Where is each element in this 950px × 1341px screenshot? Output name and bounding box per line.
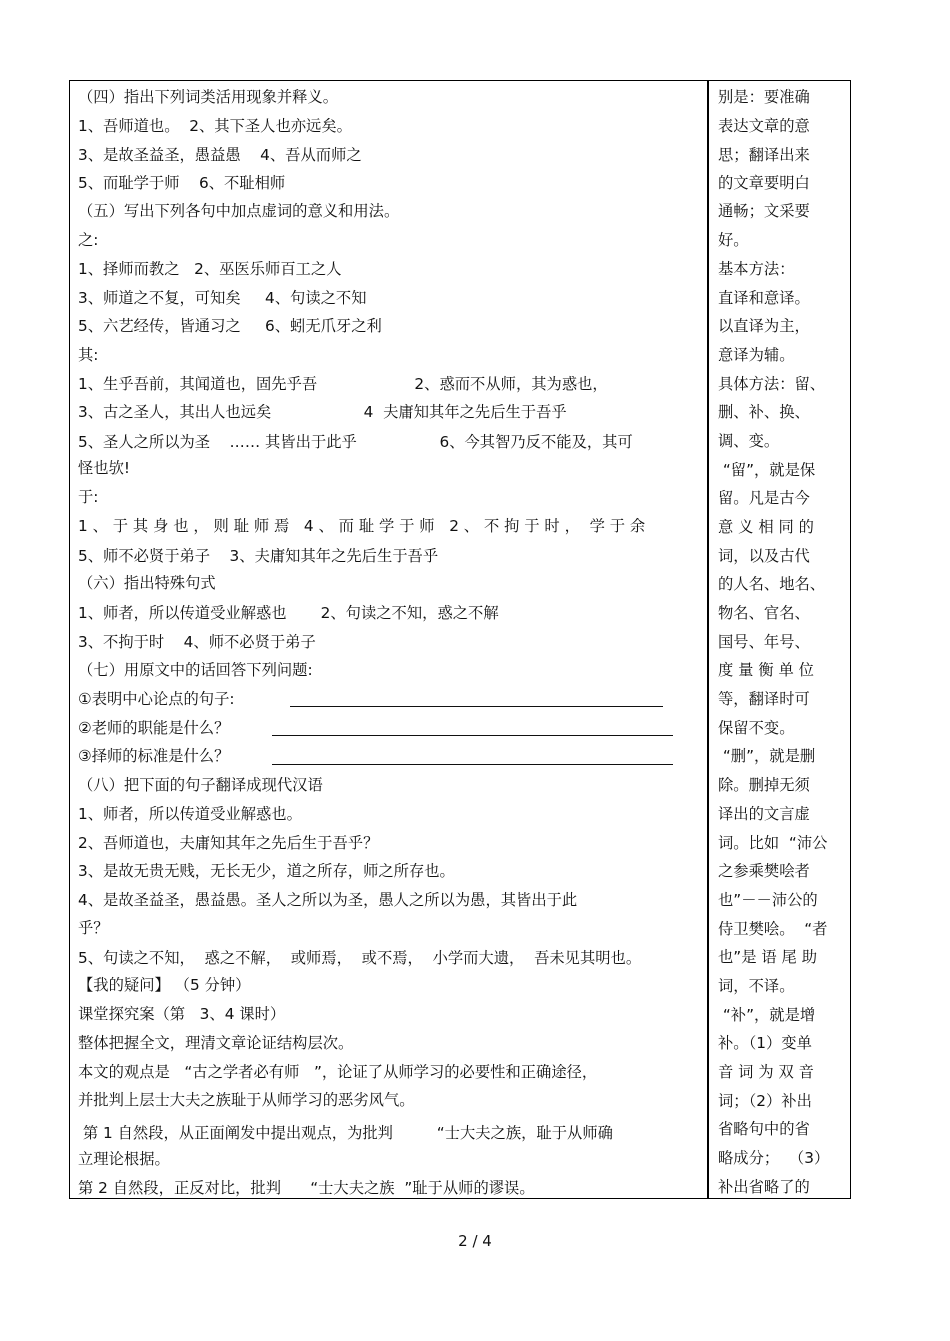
main-line: 课堂探究案（第 3、4 课时） — [78, 1005, 286, 1023]
main-line: 5、师不必贤于弟子 3、夫庸知其年之先后生于吾乎 — [78, 547, 439, 565]
side-line: 词。比如 “沛公 — [718, 834, 828, 852]
column-divider — [707, 80, 709, 1199]
main-line: （七）用原文中的话回答下列问题: — [78, 661, 313, 679]
side-line: 补。（1）变单 — [718, 1034, 812, 1052]
side-line: 也”是 语 尾 助 — [718, 948, 817, 966]
side-line: 删、补、换、 — [718, 403, 810, 421]
side-line: “留”，就是保 — [718, 461, 816, 479]
main-line: 3、不拘于时 4、师不必贤于弟子 — [78, 633, 316, 651]
side-line: 表达文章的意 — [718, 117, 810, 135]
main-line: （四）指出下列词类活用现象并释义。 — [78, 88, 339, 106]
side-line: 具体方法：留、 — [718, 375, 826, 393]
main-line: 3、是故圣益圣，愚益愚 4、吾从而师之 — [78, 146, 362, 164]
main-line: （五）写出下列各句中加点虚词的意义和用法。 — [78, 202, 400, 220]
main-line: 5、六艺经传，皆通习之 6、蚓无爪牙之利 — [78, 317, 382, 335]
side-line: 意译为辅。 — [718, 346, 795, 364]
main-line: 5、圣人之所以为圣 …… 其皆出于此乎 6、今其智乃反不能及，其可 — [78, 433, 633, 451]
side-line: 也”－－沛公的 — [718, 891, 818, 909]
main-line: 4、是故圣益圣，愚益愚。圣人之所以为圣，愚人之所以为愚，其皆出于此 — [78, 891, 578, 909]
main-line: 3、是故无贵无贱，无长无少，道之所存，师之所存也。 — [78, 862, 455, 880]
main-line: 于: — [78, 488, 99, 506]
side-line: 直译和意译。 — [718, 289, 810, 307]
main-line: 【我的疑问】 （5 分钟） — [78, 976, 251, 994]
main-line: 怪也欤! — [78, 459, 131, 477]
main-line: 之: — [78, 231, 99, 249]
main-line: 第 1 自然段，从正面阐发中提出观点，为批判 “士大夫之族，耻于从师确 — [78, 1124, 613, 1142]
side-line: 的人名、地名、 — [718, 575, 826, 593]
main-line: 乎？ — [78, 919, 109, 937]
side-line: 度 量 衡 单 位 — [718, 661, 814, 679]
side-line: 等，翻译时可 — [718, 690, 810, 708]
side-line: 以直译为主， — [718, 317, 810, 335]
side-line: “删”，就是删 — [718, 747, 816, 765]
main-line: 1、生乎吾前，其闻道也，固先乎吾 2、惑而不从师，其为惑也， — [78, 375, 608, 393]
main-line: 5、而耻学于师 6、不耻相师 — [78, 174, 286, 192]
side-line: 物名、官名、 — [718, 604, 810, 622]
side-line: 除。删掉无须 — [718, 776, 810, 794]
main-line: 立理论根据。 — [78, 1150, 170, 1168]
main-line: 1、师者，所以传道受业解惑也 2、句读之不知，惑之不解 — [78, 604, 499, 622]
main-line: 第 2 自然段，正反对比，批判 “士大夫之族 ”耻于从师的谬误。 — [78, 1179, 535, 1197]
side-line: 好。 — [718, 231, 749, 249]
main-line: ②老师的职能是什么？ — [78, 719, 230, 737]
side-line: 意 义 相 同 的 — [718, 518, 814, 536]
answer-blank-2[interactable] — [272, 735, 673, 736]
main-line: 1、择师而教之 2、巫医乐师百工之人 — [78, 260, 342, 278]
side-line: 音 词 为 双 音 — [718, 1063, 814, 1081]
main-line: 3、古之圣人，其出人也远矣 4 夫庸知其年之先后生于吾乎 — [78, 403, 567, 421]
main-line: 整体把握全文，理清文章论证结构层次。 — [78, 1034, 354, 1052]
side-line: 通畅；文采要 — [718, 202, 810, 220]
side-line: 保留不变。 — [718, 719, 795, 737]
side-line: 的文章要明白 — [718, 174, 810, 192]
side-line: 译出的文言虚 — [718, 805, 810, 823]
answer-blank-1[interactable] — [290, 706, 663, 707]
side-line: 国号、年号、 — [718, 633, 810, 651]
side-line: 词，以及古代 — [718, 547, 810, 565]
main-line: 5、句读之不知， 惑之不解， 或师焉， 或不焉， 小学而大遗， 吾未见其明也。 — [78, 949, 642, 967]
main-line: ③择师的标准是什么？ — [78, 747, 230, 765]
main-line: 2、吾师道也，夫庸知其年之先后生于吾乎？ — [78, 834, 379, 852]
answer-blank-3[interactable] — [272, 764, 673, 765]
side-line: 补出省略了的 — [718, 1178, 810, 1196]
main-line: ①表明中心论点的句子: — [78, 690, 235, 708]
main-line: （八）把下面的句子翻译成现代汉语 — [78, 776, 323, 794]
side-line: 词；（2）补出 — [718, 1092, 812, 1110]
side-line: 之参乘樊哙者 — [718, 862, 810, 880]
main-line: （六）指出特殊句式 — [78, 574, 216, 592]
side-line: 思；翻译出来 — [718, 146, 810, 164]
main-line: 3、师道之不复，可知矣 4、句读之不知 — [78, 289, 367, 307]
side-line: 侍卫樊哙。 “者 — [718, 920, 828, 938]
side-line: 省略句中的省 — [718, 1120, 810, 1138]
page-number: 2 / 4 — [458, 1232, 492, 1250]
side-line: 略成分； （3） — [718, 1149, 830, 1167]
side-line: 基本方法： — [718, 260, 795, 278]
main-line: 1、师者，所以传道受业解惑也。 — [78, 805, 302, 823]
side-line: 调、变。 — [718, 432, 780, 450]
main-line: 并批判上层士大夫之族耻于从师学习的恶劣风气。 — [78, 1091, 415, 1109]
side-line: 别是：要准确 — [718, 88, 810, 106]
side-line: 词，不译。 — [718, 977, 795, 995]
main-line: 本文的观点是 “古之学者必有师 ”，论证了从师学习的必要性和正确途径， — [78, 1063, 598, 1081]
main-line: 其: — [78, 346, 99, 364]
side-line: “补”，就是增 — [718, 1006, 816, 1024]
side-line: 留。凡是古今 — [718, 489, 810, 507]
main-line: 1 、 于 其 身 也 ， 则 耻 师 焉 4 、 而 耻 学 于 师 2 、 不 拘 于 时 ， 学 于 余 — [78, 517, 646, 535]
main-line: 1、吾师道也。 2、其下圣人也亦远矣。 — [78, 117, 352, 135]
